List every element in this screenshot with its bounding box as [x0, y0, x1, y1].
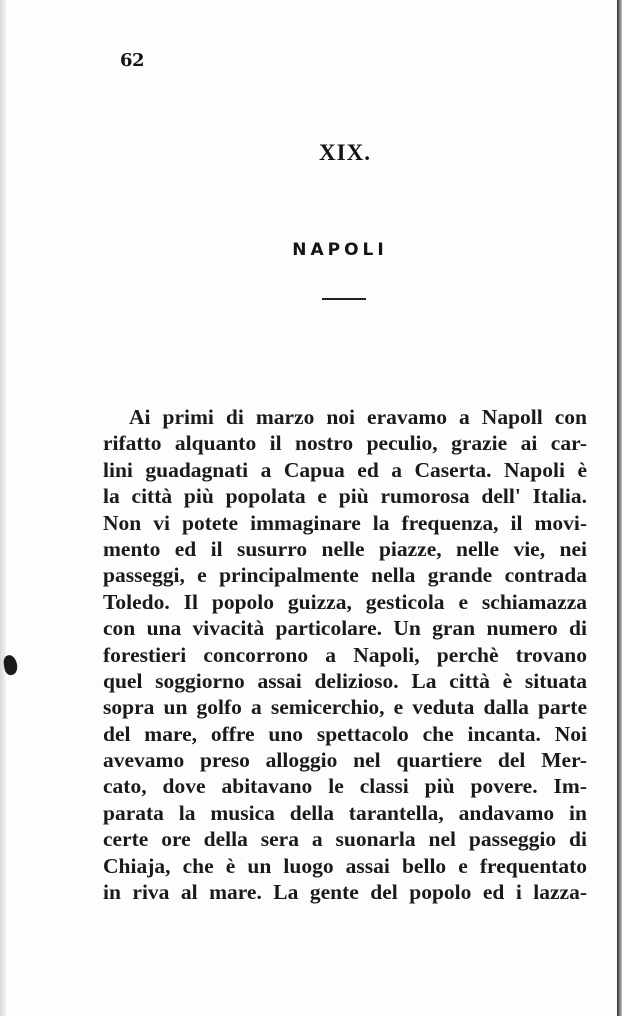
text-line: mento ed il susurro nelle piazze, nelle vie, nei [103, 536, 587, 561]
body-paragraph [103, 404, 587, 905]
text-line: certe ore della sera a suonarla nel passeggio di [103, 827, 587, 852]
text-line: Non vi potete immaginare la frequenza, il movi- [103, 510, 587, 535]
chapter-title: NAPOLI [292, 240, 388, 260]
text-line: lini guadagnati a Capua ed a Caserta. Napoli è [103, 457, 587, 482]
text-line: Toledo. Il popolo guizza, gesticola e schiamazza [103, 589, 587, 614]
text-line: avevamo preso alloggio nel quartiere del Mer- [103, 748, 587, 773]
text-line: passeggi, e principalmente nella grande contrada [103, 563, 587, 588]
text-line: parata la musica della tarantella, andavamo in [103, 800, 587, 825]
text-line: quel soggiorno assai delizioso. La città è situata [103, 668, 587, 693]
text-line: Ai primi di marzo noi eravamo a Napoll con [129, 405, 587, 429]
text-line: forestieri concorrono a Napoli, perchè trovano [103, 642, 587, 667]
text-line: in riva al mare. La gente del popolo ed i lazza- [103, 880, 587, 905]
chapter-number: XIX. [319, 140, 371, 165]
title-separator-rule [322, 298, 366, 300]
text-line: Chiaja, che è un luogo assai bello e frequentato [103, 853, 587, 878]
text-line: sopra un golfo a semicerchio, e veduta dalla parte [103, 695, 587, 720]
text-line: con una vivacità particolare. Un gran numero di [103, 616, 587, 641]
text-line: la città più popolata e più rumorosa dell' Italia. [103, 484, 587, 509]
text-line: del mare, offre uno spettacolo che incanta. Noi [103, 721, 587, 746]
page-number: 62 [120, 50, 145, 71]
text-line: rifatto alquanto il nostro peculio, grazie ai car- [103, 431, 587, 456]
text-line: cato, dove abitavano le classi più povere. Im- [103, 774, 587, 799]
